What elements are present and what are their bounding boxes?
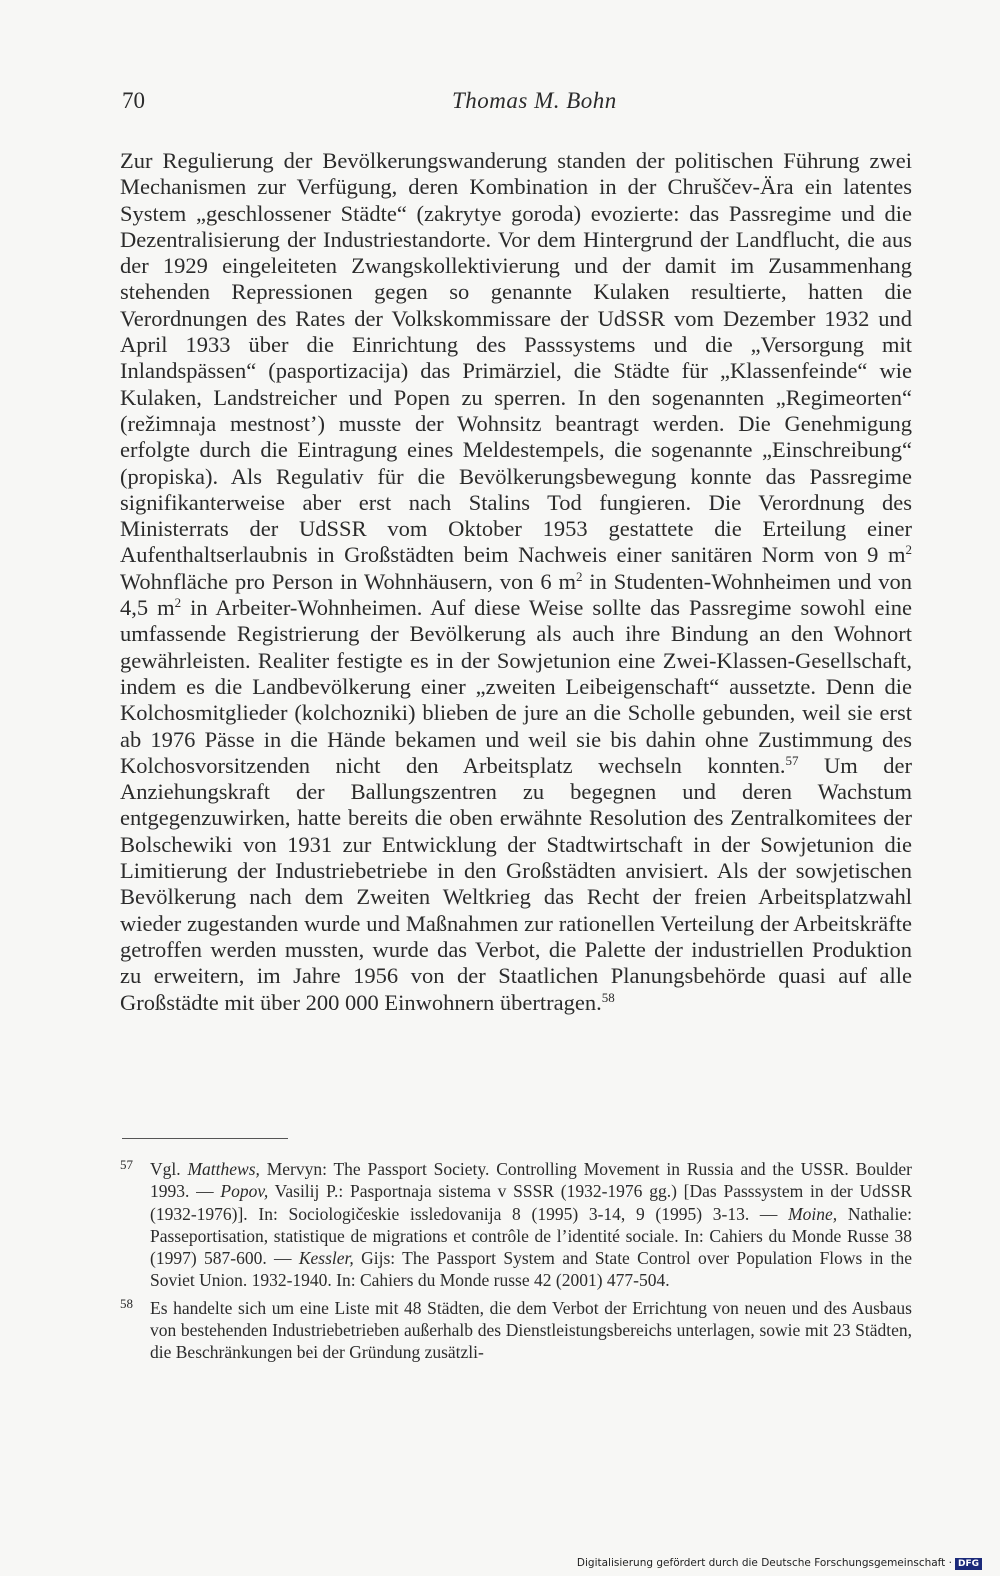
- page-number: 70: [122, 88, 145, 113]
- footnote-ref-58[interactable]: 58: [601, 989, 615, 1005]
- superscript-squared: 2: [576, 568, 583, 584]
- footnote-separator: [122, 1138, 288, 1139]
- footnote-ref-57[interactable]: 57: [785, 752, 799, 768]
- footnote-58: 58 Es handelte sich um eine Liste mit 48 Städten, die dem Verbot der Errichtung von neuen und des Ausbaus von bestehenden Industriebetrieben außerhalb des Dienstleistungsbereichs unterlagen, sowie mit 23 Städten, die Beschränkungen bei der Gründung zusätzli-: [120, 1297, 912, 1364]
- footnote-number: 57: [120, 1157, 133, 1172]
- page-header: [122, 88, 912, 118]
- dfg-logo: DFG: [955, 1558, 982, 1570]
- running-head-author: Thomas M. Bohn: [452, 88, 617, 113]
- footnote-57: 57 Vgl. Matthews, Mervyn: The Passport Society. Controlling Movement in Russia and the USSR. Boulder 1993. — Popov, Vasilij P.: Pasportnaja sistema v SSSR (1932-1976 gg.) [Das Passsystem in der UdSSR (1932-1976)]. In: Sociologičeskie issledovanija 8 (1995) 3-14, 9 (1995) 3-13. — Moine, Nathalie: Passeportisation, statistique de migrations et contrôle de l’identité sociale. In: Cahiers du Monde Russe 38 (1997) 587-600. — Kessler, Gijs: The Passport System and State Control over Population Flows in the Soviet Union. 1932-1940. In: Cahiers du Monde russe 42 (2001) 477-504.: [120, 1158, 912, 1292]
- footnote-number: 58: [120, 1295, 133, 1311]
- superscript-squared: 2: [174, 595, 182, 611]
- body-paragraph: Zur Regulierung der Bevölkerungswanderung standen der politischen Führung zwei Mechanismen zur Verfügung, deren Kombination in der Chruščev-Ära ein latentes System „geschlossener Städte“ (zakrytye goroda) evozierte: das Passregime und die Dezentralisierung der Industriestandorte. Vor dem Hintergrund der Landflucht, die aus der 1929 eingeleiteten Zwangskollektivierung und der damit im Zusammenhang stehenden Repressionen gegen so genannte Kulaken resultierte, hatten die Verordnungen des Rates der Volkskommissare der UdSSR vom Dezember 1932 und April 1933 über die Einrichtung des Passsystems und die „Versorgung mit Inlandspässen“ (pasportizacija) das Primärziel, die Städte für „Klassenfeinde“ wie Kulaken, Landstreicher und Popen zu sperren. In den sogenannten „Regimeorten“ (režimnaja mestnost’) musste der Wohnsitz beantragt werden. Die Genehmigung erfolgte durch die Eintragung eines Meldestempels, die sogenannte „Einschreibung“ (propiska). Als Regulativ für die Bevölkerungsbewegung konnte das Passregime signifikanterweise aber erst nach Stalins Tod fungieren. Die Verordnung des Ministerrats der UdSSR vom Oktober 1953 gestattete die Erteilung einer Aufenthaltserlaubnis in Großstädten beim Nachweis einer sanitären Norm von 9 $m^2$ Wohnfläche pro Person in Wohnhäusern, von 6 $m^2$ in Studenten-Wohnheimen und von 4,5 $m^2$ in Arbeiter-Wohnheimen. Auf diese Weise sollte das Passregime sowohl eine umfassende Registrierung der Bevölkerung als auch ihre Bindung an den Wohnort gewährleisten. Realiter festigte es in der Sowjetunion eine Zwei-Klassen-Gesellschaft, indem es die Landbevölkerung einer „zweiten Leibeigenschaft“ aussetzte. Denn die Kolchosmitglieder (kolchozniki) blieben de jure an die Scholle gebunden, weil sie erst ab 1976 Pässe in die Hände bekamen und weil sie bis dahin ohne Zustimmung des Kolchosvorsitzenden nicht den Arbeitsplatz wechseln konnten.$^{57}$ Um der Anziehungskraft der Ballungszentren zu begegnen und deren Wachstum entgegenzuwirken, hatte bereits die oben erwähnte Resolution des Zentralkomitees der Bolschewiki von 1931 zur Entwicklung der Stadtwirtschaft in der Sowjetunion die Limitierung der Industriebetriebe in den Großstädten anvisiert. Als der sowjetischen Bevölkerung nach dem Zweiten Weltkrieg das Recht der freien Arbeitsplatzwahl wieder zugestanden wurde und Maßnahmen zur rationellen Verteilung der Arbeitskräfte getroffen werden mussten, wurde das Verbot, die Palette der industriellen Produktion zu erweitern, im Jahre 1956 von der Staatlichen Planungsbehörde quasi auf alle Großstädte mit über 200 000 Einwohnern übertragen.$^{58}$: [120, 148, 913, 1015]
- superscript-squared: 2: [905, 542, 912, 558]
- main-body-text: [120, 148, 912, 1016]
- digitization-credit: Digitalisierung gefördert durch die Deutsche Forschungsgemeinschaft · DFG: [577, 1557, 982, 1570]
- footnotes: [120, 1158, 912, 1369]
